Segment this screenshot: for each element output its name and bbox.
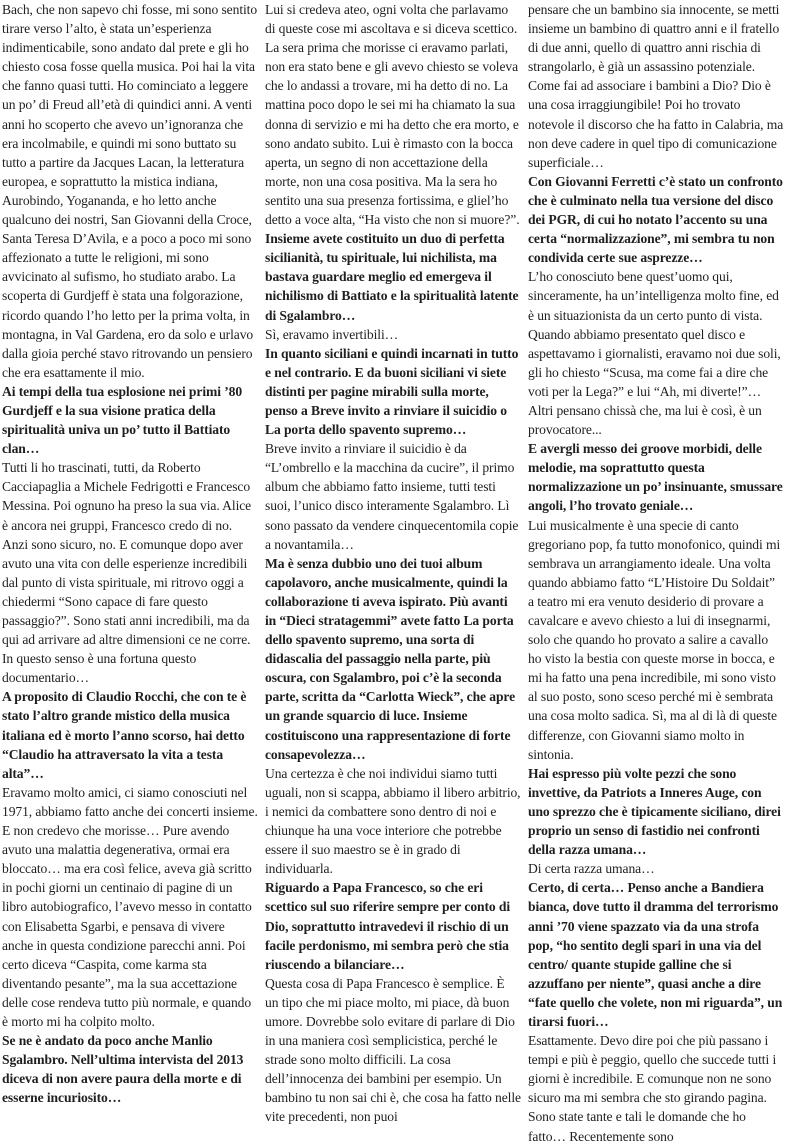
interview-question: Ma è senza dubbio uno dei tuoi album capolavoro, anche musicalmente, quindi la collaborazione ti aveva ispirato. Più avanti in “Dieci stratagemmi” avete fatto La porta dello spavento supremo, una sorta di didascalia del passaggio nella parte, più oscura, con Sgalambro, poi c’è la seconda parte, scritta da “Carlotta Wieck”, che apre un grande squarcio di luce. Insieme costituiscono una rappresentazione di forte consapevolezza…	[265, 555, 516, 762]
column-1	[2, 0, 258, 1106]
interview-question: Se ne è andato da poco anche Manlio Sgalambro. Nell’ultima intervista del 2013 diceva di non avere paura della morte e di esserne incuriosito…	[2, 1033, 244, 1106]
column-2	[263, 0, 521, 1125]
interview-question: Ai tempi della tua esplosione nei primi ’80 Gurdjeff e la sua visione pratica della spiritualità univa un po’ tutto il Battiato clan…	[2, 383, 243, 457]
interview-answer: Di certa razza umana…	[528, 861, 655, 877]
interview-question: E avergli messo dei groove morbidi, delle melodie, ma soprattutto questa normalizzazione un po’ insinuante, smussare angoli, l’ho trovato geniale…	[528, 441, 783, 514]
interview-question: Con Giovanni Ferretti c’è stato un confronto che è culminato nella tua versione del disco dei PGR, di cui ho notato l’accento su una certa “normalizzazione”, mi sembra tu non condivida certe sue asprezze…	[528, 173, 783, 266]
interview-answer: Sì, eravamo invertibili…	[265, 326, 399, 342]
interview-question: Hai espresso più volte pezzi che sono invettive, da Patriots a Inneres Auge, con uno sprezzo che è tipicamente siciliano, direi proprio un senso di fastidio nei confronti della razza umana…	[528, 765, 781, 858]
interview-question: A proposito di Claudio Rocchi, che con te è stato l’altro grande mistico della musica italiana ed è morto l’anno scorso, hai detto “Claudio ha attraversato la vita a testa alta”…	[2, 689, 247, 781]
interview-answer: Breve invito a rinviare il suicidio è da “L’ombrello e la macchina da cucire”, il primo album che abbiamo fatto insieme, tutti testi suoi, l’unico disco interamente Sgalambro. Lì sono passato da vendere cinquecentomila copie a novantamila…	[265, 441, 519, 552]
interview-question: Insieme avete costituito un duo di perfetta sicilianità, tu spirituale, lui nichilista, ma bastava guardare meglio ed emergeva il nichilismo di Battiato e la spiritualità latente di Sgalambro…	[265, 231, 519, 323]
interview-answer: Una certezza è che noi individui siamo tutti uguali, non si scappa, abbiamo il libero arbitrio, i nemici da combattere sono dentro di noi e chiunque ha una voce interiore che potrebbe essere il suo maestro se è in grado di individuarla.	[265, 765, 521, 877]
text-columns	[2, 0, 784, 1144]
interview-question: Certo, di certa… Penso anche a Bandiera bianca, dove tutto il dramma del terrorismo anni ’70 viene spazzato via da una strofa pop, “ho sentito degli spari in una via del centro/ quante stupide galline che si azzuffano per niente”, quasi anche a dire “fate quello che volete, non mi riguarda”, un tirarsi fuori…	[528, 880, 783, 1029]
interview-question: In quanto siciliani e quindi incarnati in tutto e nel contrario. E da buoni siciliani vi siete distinti per pagine mirabili sulla morte, penso a Breve invito a rinviare il suicidio o La porta dello spavento supremo…	[265, 345, 519, 438]
interview-answer: L’ho conosciuto bene quest’uomo qui, sinceramente, ha un’intelligenza molto fine, ed è un situazionista da un certo punto di vista. Quando abbiamo presentato quel disco e aspettavamo i giornalisti, eravamo noi due soli, gli ho chiesto “Scusa, ma come fai a dire che voti per la Lega?” e lui “Ah, mi diverte!”… Altri pensano chissà che, ma lui è così, è un provocatore...	[528, 269, 781, 438]
interview-answer: pensare che un bambino sia innocente, se metti insieme un bambino di quattro anni e il fratello di due anni, quello di quattro anni rischia di strangolarlo, è già un assassino potenziale. Come fai ad associare i bambini a Dio? Dio è una cosa irraggiungibile! Poi ho trovato notevole il discorso che ha fatto in Calabria, ma non deve cadere in quel tipo di comunicazione superficiale…	[528, 2, 784, 170]
interview-answer: Tutti li ho trascinati, tutti, da Roberto Cacciapaglia a Michele Fedrigotti e Francesco Messina. Poi ognuno ha preso la sua via. Alice è ancora nei gruppi, Francesco credo di no. Anzi sono sicuro, no. E comunque dopo aver avuto una vita con delle esperienze incredibili dal punto di vista spirituale, mi ritrovo oggi a chiedermi “Sono capace di fare questo passaggio?”. Sono stati anni incredibili, ma da qui ad arrivare ad altre dimensioni ce ne corre. In questo senso è una fortuna questo documentario…	[2, 460, 252, 686]
interview-answer: Lui si credeva ateo, ogni volta che parlavamo di queste cose mi ascoltava e si diceva scettico. La sera prima che morisse ci eravamo parlati, non era stato bene e gli avevo chiesto se voleva che lo andassi a trovare, mi ha detto di no. La mattina poco dopo le sei mi ha chiamato la sua donna di servizio e mi ha detto che era morto, e sono andato subito. Lui è rimasto con la bocca aperta, un segno di non accettazione della morte, non una cosa positiva. Ma la sera ho sentito una sua presenza fortissima, e gliel’ho detto a voce alta, “Ha visto che non si muore?”.	[265, 2, 520, 228]
interview-answer: Bach, che non sapevo chi fosse, mi sono sentito tirare verso l’alto, è stata un’esperienza indimenticabile, sono andato dal prete e gli ho chiesto cosa fosse quella musica. Poi hai la vita che fanno quasi tutti. Ho cominciato a leggere un po’ di Freud all’età di quindici anni. A venti anni ho scoperto che avevo un’ignoranza che era incolmabile, e quindi mi sono buttato su tutto a partire da Jacques Lacan, la letteratura europea, e soprattutto la mistica indiana, Aurobindo, Yogananda, e ho letto anche qualcuno dei nostri, San Giovanni della Croce, Santa Teresa D’Avila, e a poco a poco mi sono affezionato a tutte le religioni, mi sono avvicinato al sufismo, ho studiato arabo. La scoperta di Gurdjeff è stata una folgorazione, ricordo quando l’ho letto per la prima volta, in montagna, in Val Gardena, ero da solo e urlavo dalla gioia perché stavo ritrovando un pensiero che era esattamente il mio.	[2, 2, 258, 380]
interview-question: Riguardo a Papa Francesco, so che eri scettico sul suo riferire sempre per conto di Dio, soprattutto intravedevi il rischio di un facile perdonismo, mi sembra però che stia riuscendo a bilanciare…	[265, 880, 511, 972]
interview-answer: Questa cosa di Papa Francesco è semplice. È un tipo che mi piace molto, mi piace, dà buon umore. Dovrebbe solo evitare di parlare di Dio in una maniera così semplicistica, perché le strade sono molto difficili. La cosa dell’innocenza dei bambini per esempio. Un bambino tu non sai chi è, che cosa ha fatto nelle vite precedenti, non puoi	[265, 975, 521, 1125]
interview-answer: Lui musicalmente è una specie di canto gregoriano pop, fa tutto monofonico, quindi mi sembrava un arrangiamento ideale. Una volta quando abbiamo fatto “L’Histoire Du Soldait” a teatro mi era venuto desiderio di provare a cavalcare e avevo chiesto a lui di insegnarmi, solo che quando ho provato a salire a cavallo ho visto la bestia con queste morse in bocca, e mi ha fatto una pena incredibile, mi sono visto al suo posto, sono sceso perché mi è sembrata una cosa molto sadica. Sì, ma al di là di queste differenze, con Giovanni siamo molto in sintonia.	[528, 517, 781, 762]
interview-answer: Eravamo molto amici, ci siamo conosciuti nel 1971, abbiamo fatto anche dei concerti insieme. E non credevo che morisse… Pure avendo avuto una malattia degenerativa, ormai era bloccato… ma era così felice, aveva già scritto in pochi giorni un centinaio di pagine di un libro autobiografico, l’avevo messo in contatto con Elisabetta Sgarbi, e pensava di vivere anche in questa condizione parecchi anni. Poi certo diceva “Caspita, come karma sta diventando pesante”, ma la sua accettazione delle cose rendeva tutto più normale, e quando è morto mi ha colpito molto.	[2, 784, 258, 1029]
interview-answer: Esattamente. Devo dire poi che più passano i tempi e più è peggio, quello che succede tutti i giorni è incredibile. E comunque non ne sono sicuro ma mi sembra che sto girando pagina. Sono state tante e tali le domande che ho fatto… Recentemente sono	[528, 1033, 777, 1144]
column-3	[526, 0, 784, 1144]
